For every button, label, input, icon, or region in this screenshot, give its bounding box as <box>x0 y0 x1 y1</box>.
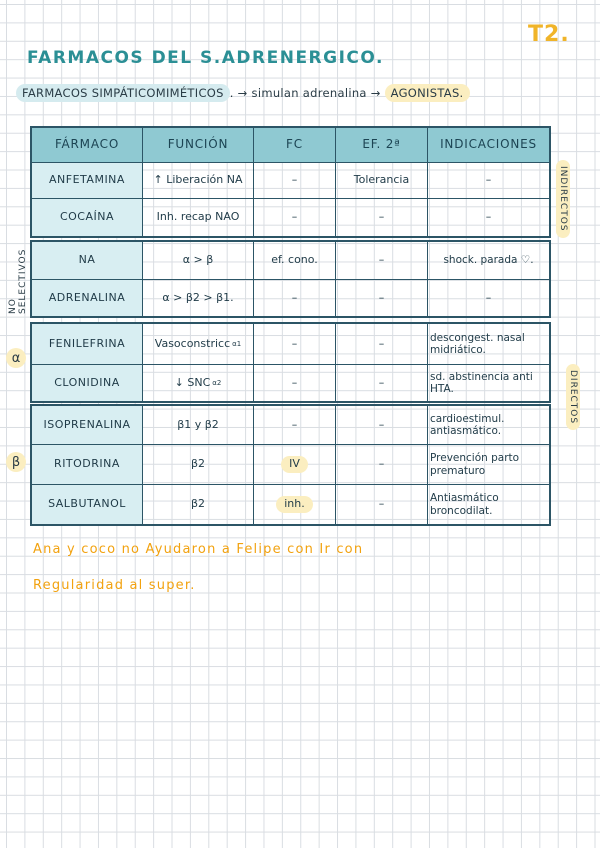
fc-cell <box>253 445 335 484</box>
fc-cell: – <box>253 406 335 444</box>
indicaciones-text: Antiasmático broncodilat. <box>430 492 499 517</box>
funcion-subscript: α1 <box>232 339 242 348</box>
indicaciones-cell <box>427 242 549 279</box>
table-block-alpha <box>30 322 551 403</box>
page-title: FARMACOS DEL S.ADRENERGICO. <box>27 48 384 68</box>
ef2-cell: – <box>335 365 427 401</box>
ef2-cell: – <box>335 445 427 484</box>
side-label-beta: β <box>6 452 26 472</box>
fc-highlight: IV <box>281 456 308 473</box>
funcion-cell: ↑ Liberación NA <box>142 163 253 198</box>
table-row <box>32 279 549 316</box>
table-block-indirectos <box>30 126 551 238</box>
ef2-cell: Tolerancia <box>335 163 427 198</box>
drug-name: COCAÍNA <box>32 199 142 236</box>
funcion-cell: β1 y β2 <box>142 406 253 444</box>
funcion-cell: β2 <box>142 445 253 484</box>
funcion-cell: α > β2 > β1. <box>142 280 253 316</box>
indicaciones-cell <box>427 445 549 484</box>
drug-name: ADRENALINA <box>32 280 142 316</box>
ef2-cell: – <box>335 280 427 316</box>
fc-cell: – <box>253 163 335 198</box>
indicaciones-cell: – <box>427 199 549 236</box>
funcion-cell <box>142 365 253 401</box>
fc-cell: ef. cono. <box>253 242 335 279</box>
header-funcion: FUNCIÓN <box>142 128 253 162</box>
table-row <box>32 484 549 524</box>
side-label-directos: DIRECTOS <box>566 364 580 430</box>
fc-cell <box>253 485 335 524</box>
subtitle-highlight: FARMACOS SIMPÁTICOMIMÉTICOS <box>16 84 230 102</box>
indicaciones-cell <box>427 485 549 524</box>
fc-cell: – <box>253 199 335 236</box>
header-fc: FC <box>253 128 335 162</box>
funcion-cell: α > β <box>142 242 253 279</box>
drug-name: FENILEFRINA <box>32 324 142 364</box>
mnemonic-line-1: Ana y coco no Ayudaron a Felipe con Ir con <box>33 542 364 557</box>
funcion-cell <box>142 324 253 364</box>
table-block-beta <box>30 404 551 526</box>
fc-cell: – <box>253 280 335 316</box>
indicaciones-cell <box>427 365 549 401</box>
funcion-cell: β2 <box>142 485 253 524</box>
funcion-subscript: α2 <box>212 378 222 387</box>
indicaciones-cell <box>427 406 549 444</box>
header-farmaco: FÁRMACO <box>32 128 142 162</box>
subtitle-agonistas: AGONISTAS. <box>385 84 470 102</box>
indicaciones-text: cardioestimul. antiasmático. <box>430 412 505 437</box>
header-indicaciones: INDICACIONES <box>427 128 549 162</box>
mnemonic-line-2: Regularidad al super. <box>33 578 196 593</box>
fc-highlight: inh. <box>276 496 313 513</box>
funcion-cell: Inh. recap NAO <box>142 199 253 236</box>
indicaciones-cell: – <box>427 280 549 316</box>
drug-name: SALBUTANOL <box>32 485 142 524</box>
drug-name: ANFETAMINA <box>32 163 142 198</box>
table-row <box>32 198 549 236</box>
funcion-text: ↓ SNC <box>174 375 211 389</box>
ef2-cell: – <box>335 406 427 444</box>
header-ef2: EF. 2ª <box>335 128 427 162</box>
table-row <box>32 162 549 198</box>
indicaciones-text: sd. abstinencia anti HTA. <box>430 370 533 395</box>
ef2-cell: – <box>335 485 427 524</box>
ef2-cell: – <box>335 324 427 364</box>
indicaciones-text: descongest. nasal midriático. <box>430 331 525 356</box>
side-label-no-selectivos: NO SELECTIVOS <box>8 248 28 314</box>
table-row <box>32 242 549 279</box>
drug-name: CLONIDINA <box>32 365 142 401</box>
indicaciones-cell: – <box>427 163 549 198</box>
table-row <box>32 324 549 364</box>
table-row <box>32 364 549 401</box>
drug-name: ISOPRENALINA <box>32 406 142 444</box>
fc-cell: – <box>253 324 335 364</box>
indicaciones-text: Prevención parto prematuro <box>430 452 520 477</box>
page-tag: T2. <box>528 22 570 47</box>
indicaciones-cell <box>427 324 549 364</box>
table-header-row <box>32 128 549 162</box>
indicaciones-text: shock. parada ♡. <box>443 254 534 267</box>
ef2-cell: – <box>335 242 427 279</box>
fc-cell: – <box>253 365 335 401</box>
table-row <box>32 444 549 484</box>
side-label-alpha: α <box>6 348 26 368</box>
table-row <box>32 406 549 444</box>
side-label-indirectos: INDIRECTOS <box>556 160 570 238</box>
table-block-no-selectivos <box>30 240 551 318</box>
drug-name: NA <box>32 242 142 279</box>
funcion-text: Vasoconstricc <box>154 336 231 350</box>
subtitle-arrow-text: . → simulan adrenalina → <box>229 86 381 100</box>
drug-name: RITODRINA <box>32 445 142 484</box>
ef2-cell: – <box>335 199 427 236</box>
subtitle <box>16 84 470 102</box>
